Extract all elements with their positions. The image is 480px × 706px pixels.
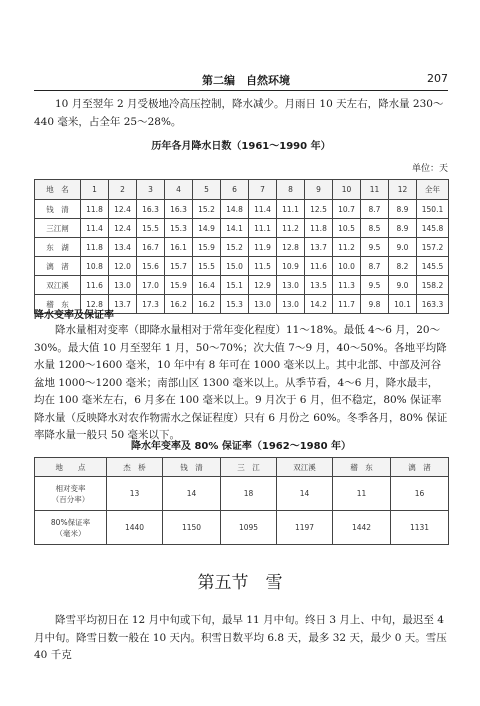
table-cell: 157.2 — [417, 238, 449, 257]
table-cell: 16.2 — [193, 295, 221, 314]
row-label-cell: 80%保证率 （毫米） — [35, 511, 107, 545]
monthly-rain-days-table — [34, 179, 449, 314]
table-cell: 15.0 — [221, 257, 249, 276]
table-cell: 15.2 — [221, 238, 249, 257]
table-cell: 8.9 — [389, 200, 417, 219]
table-row — [35, 477, 449, 511]
table-cell: 11.5 — [249, 257, 277, 276]
table-cell: 17.0 — [137, 276, 165, 295]
table-cell: 10.8 — [81, 257, 109, 276]
row-label-cell: 东 湖 — [35, 238, 81, 257]
table-cell: 12.5 — [305, 200, 333, 219]
table-cell: 11 — [333, 477, 391, 511]
table-cell: 13.5 — [305, 276, 333, 295]
table-header-row — [35, 458, 449, 477]
table2-title: 降水年变率及 80% 保证率（1962～1980 年） — [130, 441, 352, 452]
section-title: 第五节 雪 — [197, 573, 283, 593]
table-cell: 12.8 — [81, 295, 109, 314]
table-cell: 1150 — [163, 511, 221, 545]
column-header: 三 江 — [221, 458, 277, 477]
snow-paragraph: 降雪平均初日在 12 月中旬或下旬，最早 11 月中旬。终日 3 月上、中旬，最迟至 4 月中旬。降雪日数一般在 10 天内。积雪日数平均 6.8 天，最多 32 天，最少 0 天。雪压 40 千克 — [34, 614, 447, 661]
table-cell: 15.7 — [165, 257, 193, 276]
table-cell: 9.5 — [361, 238, 389, 257]
table-cell: 17.3 — [137, 295, 165, 314]
running-header — [34, 72, 448, 88]
page-number: 207 — [427, 72, 448, 85]
column-header: 稽 东 — [333, 458, 391, 477]
table-cell: 16.3 — [165, 200, 193, 219]
table-cell: 16.7 — [137, 238, 165, 257]
row-label-cell: 三江闸 — [35, 219, 81, 238]
column-header: 3 — [137, 180, 165, 200]
table-cell: 13 — [107, 477, 163, 511]
table-cell: 150.1 — [417, 200, 449, 219]
table-cell: 8.5 — [361, 219, 389, 238]
table-cell: 11.8 — [81, 238, 109, 257]
table-cell: 16.4 — [193, 276, 221, 295]
table-row — [35, 276, 449, 295]
table-cell: 14.9 — [193, 219, 221, 238]
row-label-cell: 钱 清 — [35, 200, 81, 219]
table-cell: 11.1 — [249, 219, 277, 238]
table-cell: 10.9 — [277, 257, 305, 276]
table-cell: 15.3 — [165, 219, 193, 238]
table-cell: 11.4 — [249, 200, 277, 219]
table-cell: 1131 — [391, 511, 449, 545]
table-cell: 13.7 — [305, 238, 333, 257]
table-cell: 14 — [163, 477, 221, 511]
table-cell: 13.7 — [109, 295, 137, 314]
column-header: 全年 — [417, 180, 449, 200]
table-cell: 12.4 — [109, 219, 137, 238]
column-header: 9 — [305, 180, 333, 200]
table-cell: 15.1 — [221, 276, 249, 295]
table-row — [35, 511, 449, 545]
row-label-cell: 稽 东 — [35, 295, 81, 314]
column-header: 12 — [389, 180, 417, 200]
table-cell: 11.1 — [277, 200, 305, 219]
row-label-cell: 漓 渚 — [35, 257, 81, 276]
table-cell: 13.0 — [249, 295, 277, 314]
table-row — [35, 238, 449, 257]
chapter-title: 第二编 自然环境 — [202, 74, 290, 87]
variability-heading: 降水变率及保证率 — [34, 310, 114, 321]
table-cell: 11.8 — [305, 219, 333, 238]
table-cell: 9.0 — [389, 238, 417, 257]
column-header: 11 — [361, 180, 389, 200]
table-cell: 14.2 — [305, 295, 333, 314]
row-label-cell: 相对变率 （百分率） — [35, 477, 107, 511]
table-cell: 11.8 — [81, 200, 109, 219]
table-cell: 8.9 — [389, 219, 417, 238]
table-cell: 13.0 — [109, 276, 137, 295]
column-header: 4 — [165, 180, 193, 200]
table-cell: 10.1 — [389, 295, 417, 314]
table-cell: 145.5 — [417, 257, 449, 276]
table-cell: 13.0 — [277, 295, 305, 314]
table-cell: 10.5 — [333, 219, 361, 238]
table-cell: 13.4 — [109, 238, 137, 257]
table-cell: 11.2 — [333, 238, 361, 257]
table-cell: 15.3 — [221, 295, 249, 314]
table-row — [35, 257, 449, 276]
row-label-cell: 双江溪 — [35, 276, 81, 295]
column-header: 双江溪 — [277, 458, 333, 477]
table-cell: 11.7 — [333, 295, 361, 314]
column-header: 地 名 — [35, 180, 81, 200]
table-cell: 10.0 — [333, 257, 361, 276]
table-cell: 18 — [221, 477, 277, 511]
column-header: 2 — [109, 180, 137, 200]
column-header: 8 — [277, 180, 305, 200]
table-cell: 145.8 — [417, 219, 449, 238]
column-header: 杰 桥 — [107, 458, 163, 477]
table-cell: 15.2 — [193, 200, 221, 219]
table-cell: 8.2 — [389, 257, 417, 276]
table-cell: 12.0 — [109, 257, 137, 276]
table-row — [35, 219, 449, 238]
table-cell: 1442 — [333, 511, 391, 545]
table-cell: 16.2 — [165, 295, 193, 314]
table-cell: 1095 — [221, 511, 277, 545]
table1-unit: 单位：天 — [411, 164, 448, 174]
table-cell: 1440 — [107, 511, 163, 545]
table-cell: 11.6 — [81, 276, 109, 295]
table-cell: 8.7 — [361, 200, 389, 219]
table-cell: 12.9 — [249, 276, 277, 295]
column-header: 6 — [221, 180, 249, 200]
table-cell: 14.1 — [221, 219, 249, 238]
table-cell: 12.8 — [277, 238, 305, 257]
table-cell: 9.8 — [361, 295, 389, 314]
header-rule — [34, 90, 448, 91]
table-cell: 15.9 — [165, 276, 193, 295]
variability-paragraph: 降水量相对变率（即降水量相对于常年变化程度）11～18%。最低 4～6 月，20～30%。最大值 10 月至翌年 1 月，50～70%；次大值 7～9 月，40～50%。各地平均降水量 1200～1600 毫米，10 年中有 8 年可在 1000 毫米以上。其中北部、中部及河谷盆地 1000～1200 毫米；南部山区 1300 毫米以上。从季节看，4～6 月，降水最丰，均在 100 毫米左右，6 月多在 100 毫米以上。9 月次于 6 月，但不稳定，80% 保证率降水量（反映降水对农作物需水之保证程度）只有 6 月份之 60%。冬季各月，80% 保证率降水量一般只 50 毫米以下。 — [34, 324, 448, 441]
table-cell: 16.1 — [165, 238, 193, 257]
column-header: 钱 清 — [163, 458, 221, 477]
column-header: 7 — [249, 180, 277, 200]
table-cell: 11.3 — [333, 276, 361, 295]
table-cell: 9.0 — [389, 276, 417, 295]
table-cell: 9.5 — [361, 276, 389, 295]
table-cell: 14.8 — [221, 200, 249, 219]
table-cell: 12.4 — [109, 200, 137, 219]
table-header-row — [35, 180, 449, 200]
column-header: 地 点 — [35, 458, 107, 477]
column-header: 10 — [333, 180, 361, 200]
table-cell: 11.9 — [249, 238, 277, 257]
table-cell: 15.5 — [193, 257, 221, 276]
table-cell: 16 — [391, 477, 449, 511]
table-cell: 1197 — [277, 511, 333, 545]
column-header: 1 — [81, 180, 109, 200]
column-header: 5 — [193, 180, 221, 200]
table-cell: 11.4 — [81, 219, 109, 238]
table-cell: 158.2 — [417, 276, 449, 295]
table-cell: 163.3 — [417, 295, 449, 314]
intro-paragraph: 10 月至翌年 2 月受极地冷高压控制，降水减少。月雨日 10 天左右，降水量 230～440 毫米，占全年 25～28%。 — [34, 98, 444, 128]
column-header: 漓 渚 — [391, 458, 449, 477]
table-cell: 15.5 — [137, 219, 165, 238]
table-cell: 15.6 — [137, 257, 165, 276]
table-cell: 13.0 — [277, 276, 305, 295]
variability-guarantee-table — [34, 457, 449, 545]
table-row — [35, 200, 449, 219]
table1-title: 历年各月降水日数（1961～1990 年） — [151, 141, 331, 152]
table-cell: 16.3 — [137, 200, 165, 219]
table-cell: 8.7 — [361, 257, 389, 276]
table-cell: 14 — [277, 477, 333, 511]
table-cell: 10.7 — [333, 200, 361, 219]
table-cell: 11.6 — [305, 257, 333, 276]
table-cell: 11.2 — [277, 219, 305, 238]
table-cell: 15.9 — [193, 238, 221, 257]
